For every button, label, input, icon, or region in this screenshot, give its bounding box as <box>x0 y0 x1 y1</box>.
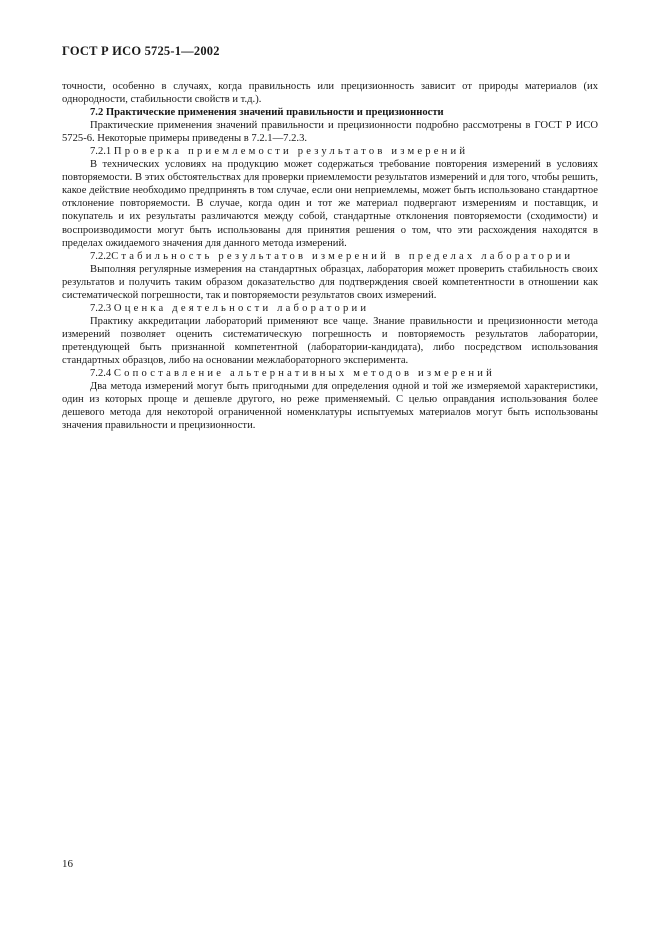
subsection-number: 7.2.1 <box>90 146 112 158</box>
subsection-heading-7-2-3 <box>62 302 598 315</box>
subsection-number: 7.2.3 <box>90 302 112 314</box>
paragraph-continuation: точности, особенно в случаях, когда правильность или прецизионность зависит от природы материалов (их однородности, стабильности свойств и т.д.). <box>62 81 598 106</box>
subsection-number: 7.2.2 <box>90 250 112 262</box>
document-body <box>62 80 598 432</box>
document-header: ГОСТ Р ИСО 5725-1—2002 <box>62 44 220 58</box>
section-heading-7-2: 7.2 Практические применения значений правильности и прецизионности <box>90 107 444 119</box>
subsection-number: 7.2.4 <box>90 368 112 380</box>
paragraph-7-2-1: В технических условиях на продукцию может содержаться требование повторения измерений в условиях повторяемости. В этих обстоятельствах для проверки приемлемости результатов измерений и для того, чтобы решить, какое действие необходимо предпринять в том случае, если они неприемлемы, может быть использовано стандартное отклонение повторяемости. В случае, когда один и тот же материал подвергают измерениям и поставщик, и покупатель и их результаты различаются между собой, стандартные отклонения повторяемости (сходимости) и воспроизводимости могут быть использованы для принятия решения о том, что эти расхождения находятся в пределах ожидаемого значения для данного метода измерений. <box>62 159 598 249</box>
paragraph-7-2-3: Практику аккредитации лабораторий применяют все чаще. Знание правильности и прецизионности метода измерений позволяет оценить систематическую погрешность и повторяемость результатов лаборатории, претендующей быть признанной компетентной (лаборатории-кандидата), либо посредством использования стандартных образцов, либо на основании межлабораторного эксперимента. <box>62 315 598 366</box>
subsection-heading-7-2-2 <box>62 250 598 263</box>
subsection-heading-7-2-4 <box>62 367 598 380</box>
page-number: 16 <box>62 858 73 870</box>
paragraph-7-2-4: Два метода измерений могут быть пригодными для определения одной и той же измеряемой характеристики, один из которых проще и дешевле другого, но реже применяемый. С целью оправдания использования более дешевого метода для некоторой ограниченной номенклатуры испытуемых материалов могут быть использованы значения правильности и прецизионности. <box>62 381 598 432</box>
subsection-title: Сопоставление альтернативных методов измерений <box>113 368 495 380</box>
paragraph-7-2: Практические применения значений правильности и прецизионности подробно рассмотрены в ГОСТ Р ИСО 5725-6. Некоторые примеры приведены в 7.2.1—7.2.3. <box>62 120 598 145</box>
subsection-title: Стабильность результатов измерений в пределах лаборатории <box>111 250 574 262</box>
subsection-title: Проверка приемлемости результатов измерений <box>113 146 469 158</box>
subsection-title: Оценка деятельности лаборатории <box>113 302 370 314</box>
subsection-heading-7-2-1 <box>62 145 598 158</box>
paragraph-7-2-2: Выполняя регулярные измерения на стандартных образцах, лаборатория может проверить стабильность своих результатов и получить таким образом доказательство для подтверждения своей компетентности в отношении как систематической погрешности, так и повторяемости результатов своих измерений. <box>62 263 598 301</box>
